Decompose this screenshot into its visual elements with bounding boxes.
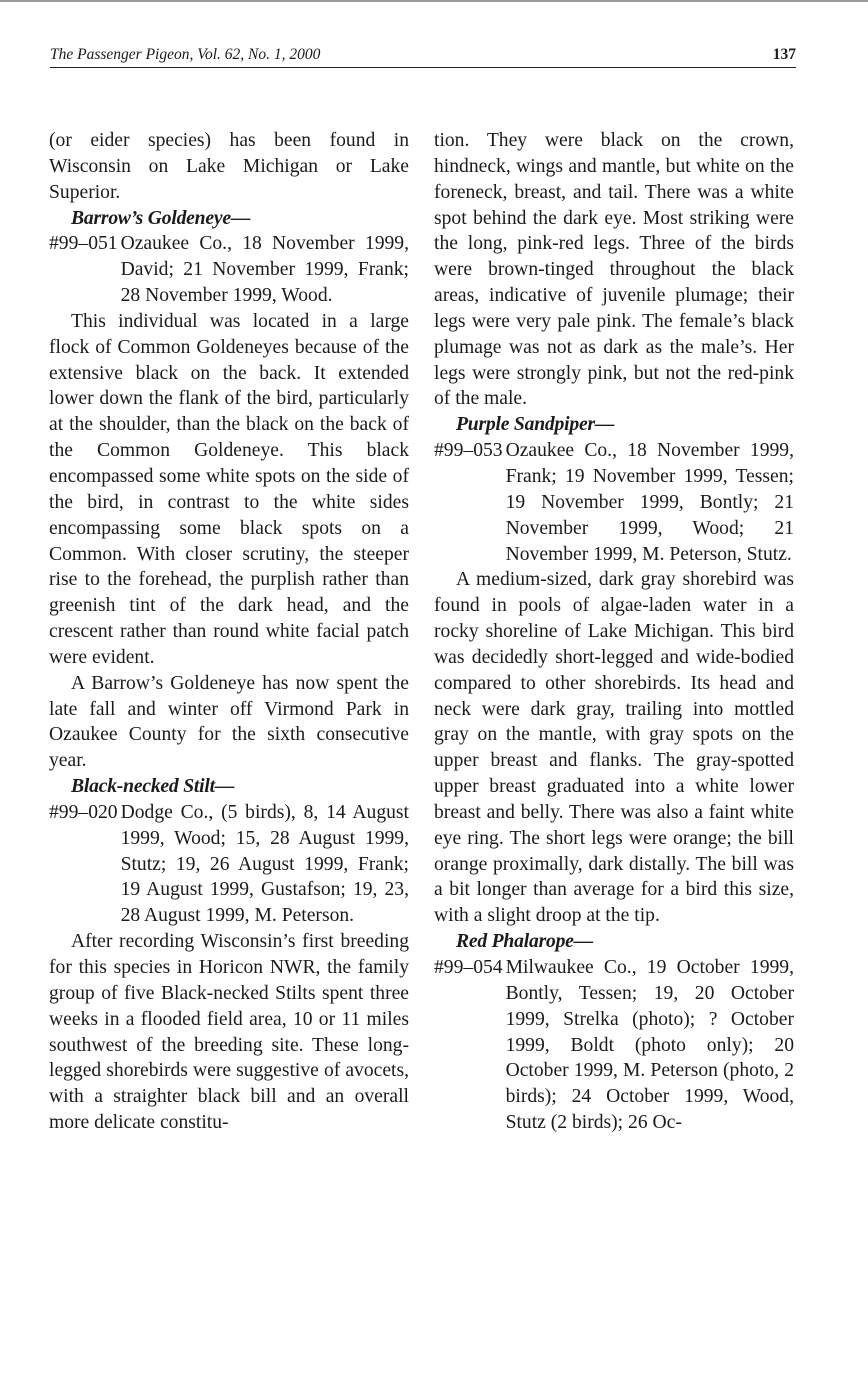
record-number: #99–051 xyxy=(49,233,118,255)
species-heading-barrows-goldeneye: Barrow’s Goldeneye— xyxy=(71,207,251,229)
record-details: Milwaukee Co., 19 October 1999, Bontly, Tessen; 19, 20 October 1999, Strelka (photo); ? October 1999, Boldt (photo only); 20 October 1999, M. Peterson (photo, 2 birds); 24 October 1999, Wood, Stutz (2 birds); 26 Oc- xyxy=(505,957,794,1134)
page-header xyxy=(50,46,796,68)
species-heading-black-necked-stilt: Black-necked Stilt— xyxy=(71,776,235,798)
continuation-paragraph: tion. They were black on the crown, hindneck, wings and mantle, but white on the foreneck, breast, and tail. There was a white spot behind the dark eye. Most striking were the long, pink-red legs. Three of the birds were brown-tinged throughout the black areas, indicative of juvenile plumage; their legs were very pale pink. The female’s black plumage was not as dark as the male’s. Her legs were strongly pink, but not the red-pink of the male. xyxy=(434,130,794,410)
record-number: #99–020 xyxy=(49,801,118,823)
body-paragraph: A Barrow’s Goldeneye has now spent the late fall and winter off Virmond Park in Ozaukee County for the sixth consecutive year. xyxy=(49,672,409,772)
record-details: Ozaukee Co., 18 November 1999, David; 21 November 1999, Frank; 28 November 1999, Wood. xyxy=(120,233,409,307)
running-head: The Passenger Pigeon, Vol. 62, No. 1, 2000 xyxy=(50,46,321,63)
top-edge-rule xyxy=(0,0,868,2)
record-entry xyxy=(49,800,409,929)
page-number: 137 xyxy=(772,46,796,63)
intro-paragraph: (or eider species) has been found in Wisconsin on Lake Michigan or Lake Superior. xyxy=(49,130,409,203)
right-column xyxy=(434,128,794,1136)
left-column xyxy=(49,128,409,1136)
body-paragraph: After recording Wisconsin’s first breeding for this species in Horicon NWR, the family group of five Black-necked Stilts spent three weeks in a flooded field area, 10 or 11 miles southwest of the breeding site. These long-legged shorebirds were suggestive of avocets, with a straighter black bill and an overall more delicate constitu- xyxy=(49,931,409,1134)
body-paragraph: This individual was located in a large flock of Common Goldeneyes because of the extensive black on the back. It extended lower down the flank of the bird, particularly at the shoulder, than the black on the back of the Common Goldeneye. This black encompassed some white spots on the side of the bird, in contrast to the white sides encompassing some black spots on a Common. With closer scrutiny, the steeper rise to the forehead, the purplish rather than greenish tint of the dark head, and the crescent rather than round white facial patch were evident. xyxy=(49,310,409,668)
species-heading-red-phalarope: Red Phalarope— xyxy=(456,931,594,953)
record-entry xyxy=(434,955,794,1136)
record-details: Dodge Co., (5 birds), 8, 14 August 1999, Wood; 15, 28 August 1999, Stutz; 19, 26 August 1999, Frank; 19 August 1999, Gustafson; 19, 23, 28 August 1999, M. Peterson. xyxy=(120,801,409,927)
record-entry xyxy=(49,231,409,309)
record-details: Ozaukee Co., 18 November 1999, Frank; 19 November 1999, Tessen; 19 November 1999, Bontly; 21 November 1999, Wood; 21 November 1999, M. Peterson, Stutz. xyxy=(505,440,794,565)
record-number: #99–054 xyxy=(434,957,503,978)
species-heading-purple-sandpiper: Purple Sandpiper— xyxy=(456,414,615,436)
record-entry xyxy=(434,438,794,567)
body-paragraph: A medium-sized, dark gray shorebird was found in pools of algae-laden water in a rocky shoreline of Lake Michigan. This bird was decidedly short-legged and wide-bodied compared to other shorebirds. Its head and neck were dark gray, trailing into mottled gray on the mantle, with gray spots on the upper breast and flanks. The gray-spotted upper breast graduated into a white lower breast and belly. There was also a faint white eye ring. The short legs were orange; the bill orange proximally, dark distally. The bill was a bit longer than average for a bird this size, with a slight droop at the tip. xyxy=(434,569,794,927)
record-number: #99–053 xyxy=(434,440,503,462)
